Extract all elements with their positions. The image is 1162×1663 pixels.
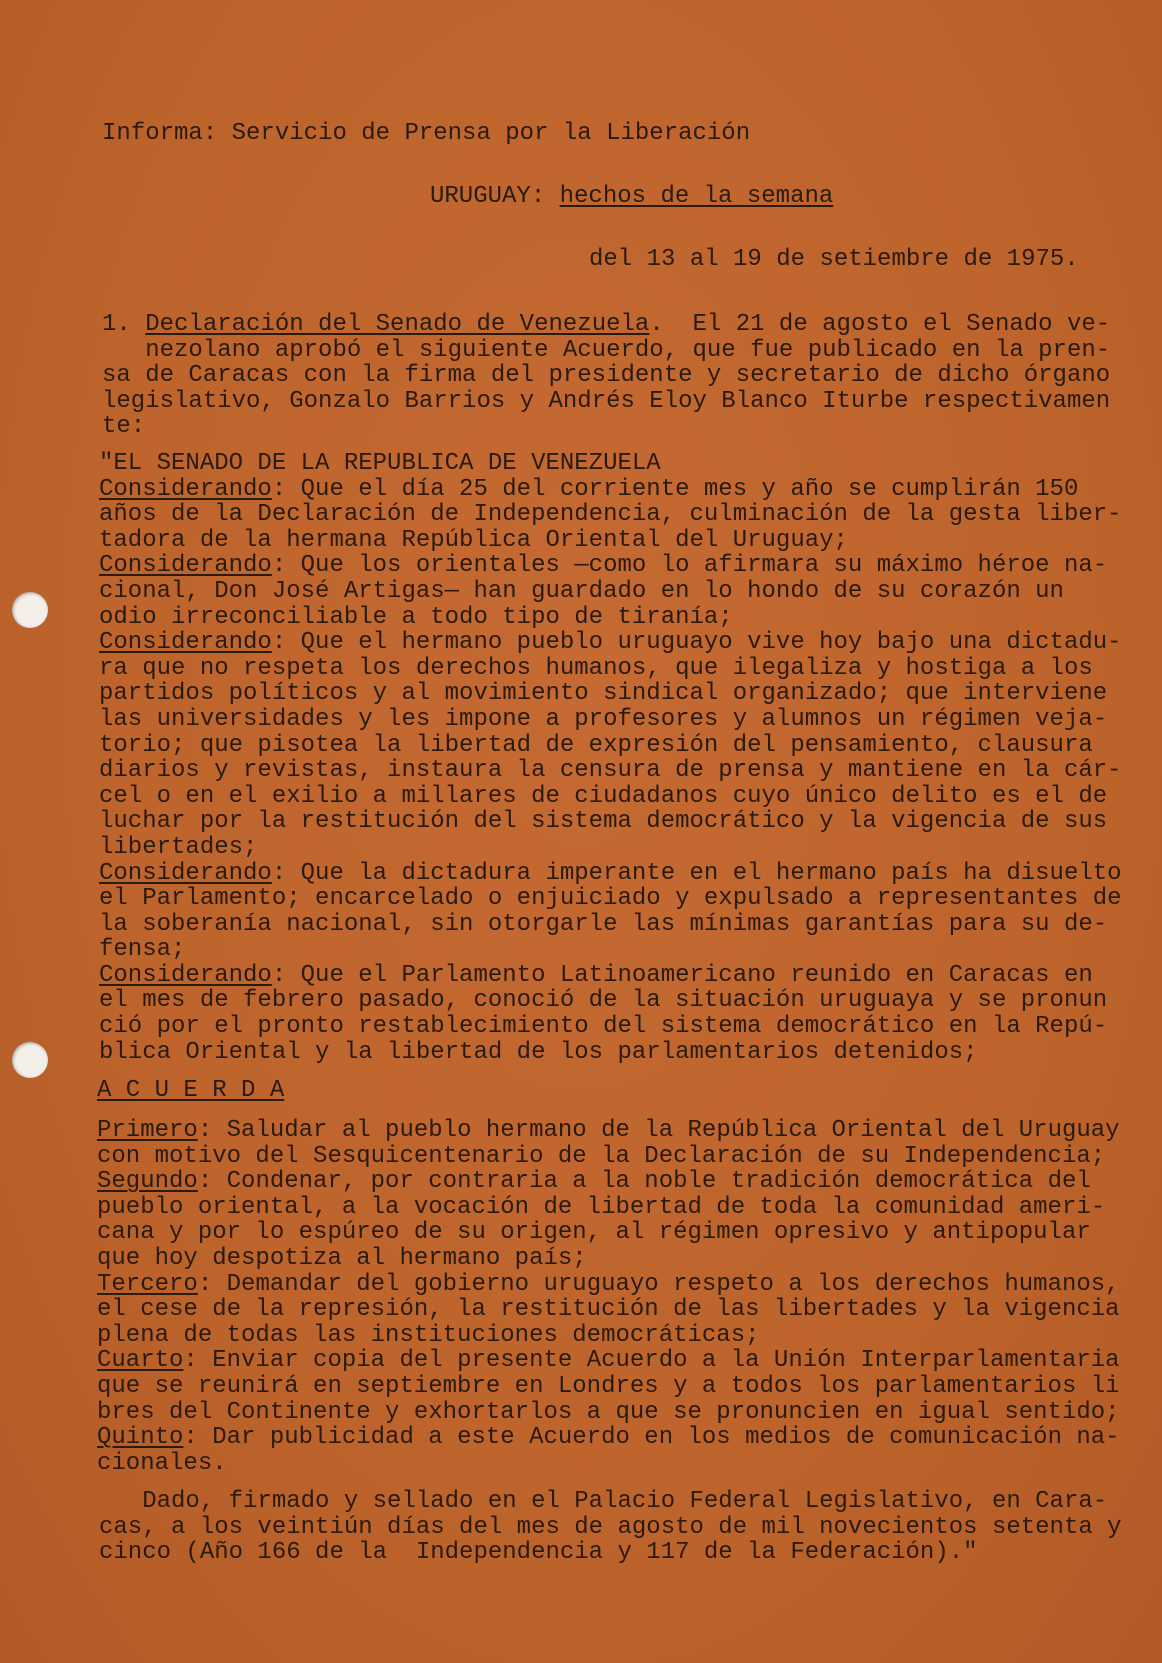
text-line [99,835,1122,861]
text-line [97,1272,1120,1298]
text-line [99,579,1122,605]
text-line [99,707,1122,733]
text-line [97,1297,1120,1323]
line-text: : Enviar copia del presente Acuerdo a la Unión Interparlamentaria [183,1347,1120,1375]
line-text: cionales. [97,1449,227,1477]
text-line [97,1195,1120,1221]
title-underlined: hechos de la semana [559,183,834,210]
text-line [97,1400,1120,1426]
text-line [99,861,1122,887]
line-text: la soberanía nacional, sin otorgarle las mínimas garantías para su de- [99,910,1108,938]
line-text: partidos políticos y al movimiento sindical organizado; que interviene [99,680,1108,708]
text-line [97,1246,1120,1272]
line-text: : Que la dictadura imperante en el hermano país ha disuelto [271,859,1122,887]
line-text: te: [102,413,146,441]
text-line [99,656,1122,682]
line-text: que se reunirá en septiembre en Londres y a todos los parlamentarios li [97,1372,1120,1400]
line-text: legislativo, Gonzalo Barrios y Andrés Eloy Blanco Iturbe respectivamen [102,387,1111,415]
line-text: tadora de la hermana República Oriental del Uruguay; [99,526,848,554]
text-line [102,414,1110,440]
line-text: : Que el hermano pueblo uruguayo vive hoy bajo una dictadu- [271,629,1122,657]
line-text: "EL SENADO DE LA REPUBLICA DE VENEZUELA [99,450,661,477]
line-text: el Parlamento; encarcelado o enjuiciado y expulsado a representantes de [99,885,1122,913]
text-line [99,630,1122,656]
acuerda-text: A C U E R D A [97,1077,285,1104]
line-text: : Que los orientales —como lo afirmara su máximo héroe na- [271,552,1108,580]
text-line [102,312,1110,338]
date-line: del 13 al 19 de setiembre de 1975. [589,246,1079,273]
line-text: el mes de febrero pasado, conoció de la situación uruguaya y se pronun [99,987,1108,1015]
line-text: : Que el Parlamento Latinoamericano reunido en Caracas en [271,961,1093,989]
line-text: ció por el pronto restablecimiento del sistema democrático en la Repú- [99,1013,1108,1041]
text-line [97,1169,1120,1195]
source-line: Informa: Servicio de Prensa por la Liberación [102,120,751,147]
underlined-term: Quinto [97,1424,184,1452]
text-line [102,363,1110,389]
underlined-term: Considerando [99,552,272,580]
text-line [97,1374,1120,1400]
text-line [99,477,1122,503]
text-line [99,937,1122,963]
text-line [99,758,1122,784]
underlined-term: Considerando [99,475,272,503]
text-line [102,338,1110,364]
line-text: ra que no respeta los derechos humanos, que ilegaliza y hostiga a los [99,654,1093,682]
line-text: cinco (Año 166 de la Independencia y 117 de la Federación)." [99,1539,978,1567]
senado-considerandos [99,451,1122,1065]
text-line [102,389,1110,415]
line-text: años de la Declaración de Independencia, culminación de la gesta liber- [99,501,1122,529]
line-text: odio irreconciliable a todo tipo de tiranía; [99,603,733,631]
text-line [99,605,1122,631]
text-line [99,733,1122,759]
line-text: nezolano aprobó el siguiente Acuerdo, que fue publicado en la pren- [102,336,1111,364]
underlined-term: Segundo [97,1168,198,1196]
document-title [430,184,833,210]
text-line [97,1220,1120,1246]
punch-hole-top [12,592,48,628]
line-text: . El 21 de agosto el Senado ve- [649,311,1111,338]
line-text: diarios y revistas, instaura la censura de prensa y mantiene en la cár- [99,757,1122,785]
underlined-term: Considerando [99,629,272,657]
text-line [97,1118,1120,1144]
line-text: libertades; [99,833,258,861]
line-text: : Dar publicidad a este Acuerdo en los medios de comunicación na- [183,1424,1120,1452]
line-text: fensa; [99,936,186,964]
text-line [99,784,1122,810]
acuerda-heading [97,1078,284,1104]
line-text: plena de todas las instituciones democráticas; [97,1321,760,1349]
text-line [97,1323,1120,1349]
text-line [97,1348,1120,1374]
underlined-term: Cuarto [97,1347,184,1375]
line-text: cas, a los veintiún días del mes de agosto de mil novecientos setenta y [99,1513,1122,1541]
line-text: bres del Continente y exhortarlos a que se pronuncien en igual sentido; [97,1398,1120,1426]
text-line [99,963,1122,989]
text-line [99,1014,1122,1040]
text-line [99,912,1122,938]
line-text: pueblo oriental, a la vocación de libertad de toda la comunidad ameri- [97,1193,1106,1221]
underlined-term: Declaración del Senado de Venezuela [145,311,650,338]
line-text: cana y por lo espúreo de su origen, al régimen opresivo y antipopular [97,1219,1091,1247]
text-line [97,1425,1120,1451]
line-text: torio; que pisotea la libertad de expresión del pensamiento, clausura [99,731,1093,759]
line-text: blica Oriental y la libertad de los parlamentarios detenidos; [99,1038,978,1066]
item-1-intro [102,312,1110,440]
line-text: : Demandar del gobierno uruguayo respeto a los derechos humanos, [197,1270,1120,1298]
line-text: : Condenar, por contraria a la noble tradición democrática del [197,1168,1091,1196]
underlined-term: Tercero [97,1270,198,1298]
line-text: : Saludar al pueblo hermano de la República Oriental del Uruguay [197,1117,1120,1144]
title-prefix: URUGUAY: [430,183,560,210]
text-line [99,1515,1122,1541]
text-line [97,1144,1120,1170]
line-text: las universidades y les impone a profesores y alumnos un régimen veja- [99,705,1108,733]
line-text: cional, Don José Artigas— han guardado en lo hondo de su corazón un [99,577,1064,605]
text-line [99,809,1122,835]
text-line [97,1451,1120,1477]
line-text: luchar por la restitución del sistema democrático y la vigencia de sus [99,808,1108,836]
text-line [99,1489,1122,1515]
closing-paragraph [99,1489,1122,1566]
line-text: con motivo del Sesquicentenario de la Declaración de su Independencia; [97,1142,1106,1170]
line-text: cel o en el exilio a millares de ciudadanos cuyo único delito es el de [99,782,1108,810]
line-text: el cese de la represión, la restitución de las libertades y la vigencia [97,1296,1120,1324]
acuerdo-articles [97,1118,1120,1476]
text-line [99,886,1122,912]
line-text: que hoy despotiza al hermano país; [97,1244,587,1272]
text-line [99,1540,1122,1566]
underlined-term: Considerando [99,859,272,887]
underlined-term: Considerando [99,961,272,989]
punch-hole-bottom [12,1042,48,1078]
text-line [99,502,1122,528]
text-line [99,528,1122,554]
text-line [99,553,1122,579]
line-text: Dado, firmado y sellado en el Palacio Federal Legislativo, en Cara- [99,1488,1108,1515]
line-text: sa de Caracas con la firma del presidente y secretario de dicho órgano [102,362,1111,390]
text-line [99,451,1122,477]
text-line [99,1040,1122,1066]
line-text: 1. [102,311,146,338]
text-line [99,988,1122,1014]
text-line [99,681,1122,707]
line-text: : Que el día 25 del corriente mes y año se cumplirán 150 [271,475,1079,503]
underlined-term: Primero [97,1117,198,1144]
